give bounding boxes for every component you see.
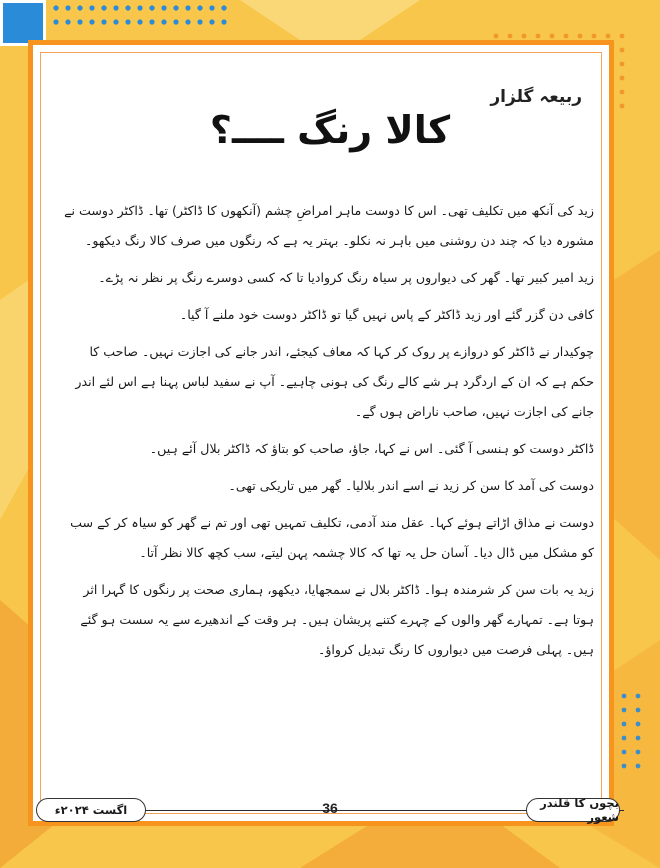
author-name: ربیعہ گلزار [490,87,582,107]
story-body [64,196,594,672]
dot-pattern-top [52,4,232,36]
story-paragraph: دوست نے مذاق اڑاتے ہوئے کہا۔ عقل مند آدمی، تکلیف تمہیں تھی اور تم نے گھر کو سیاہ کر کے سب کو مشکل میں ڈال دیا۔ آسان حل یہ تھا کہ کالا چشمہ پہن لیتے، سب کچھ کالا نظر آتا۔ [70,515,594,560]
story-title: کالا رنگ ــــ؟ [209,108,451,152]
story-paragraph: ڈاکٹر دوست کو ہنسی آ گئی۔ اس نے کہا، جاؤ، صاحب کو بتاؤ کہ ڈاکٹر بلال آئے ہیں۔ [149,441,594,456]
story-paragraph: زید امیر کبیر تھا۔ گھر کی دیواروں پر سیاہ رنگ کروادیا تا کہ کسی دوسرے رنگ پر نظر نہ پڑے۔ [98,270,594,285]
story-paragraph: کافی دن گزر گئے اور زید ڈاکٹر کے پاس نہیں گیا تو ڈاکٹر دوست خود ملنے آ گیا۔ [179,307,594,322]
story-paragraph: زید یہ بات سن کر شرمندہ ہوا۔ ڈاکٹر بلال نے سمجھایا، دیکھو، ہماری صحت پر رنگوں کا گہرا اثر ہوتا ہے۔ تمہارے گھر والوں کے چہرے کتنے پریشان ہیں۔ ہر وقت کے اندھیرے سے یہ سست ہو گئے ہیں۔ پہلی فرصت میں دیواروں کا رنگ تبدیل کرواؤ۔ [80,582,594,657]
story-paragraph: چوکیدار نے ڈاکٹر کو دروازے پر روک کر کہا کہ معاف کیجئے، اندر جانے کی اجازت نہیں۔ صاحب کا حکم ہے کہ ان کے اردگرد ہر شے کالے رنگ کی ہونی چاہیے۔ آپ نے سفید لباس پہنا ہے اس لئے اندر جانے کی اجازت نہیں، صاحب ناراض ہوں گے۔ [75,344,594,419]
page-number: 36 [322,800,338,816]
issue-date-badge: اگست ۲۰۲۴ء [36,798,146,822]
magazine-name-badge: بچوں کا قلندر شعور [526,798,620,822]
story-paragraph: زید کی آنکھ میں تکلیف تھی۔ اس کا دوست ماہر امراضِ چشم (آنکھوں کا ڈاکٹر) تھا۔ ڈاکٹر دوست نے مشورہ دیا کہ چند دن روشنی میں باہر نہ نکلو۔ بہتر یہ ہے کہ رنگوں میں صرف کالا رنگ دیکھو۔ [64,203,594,248]
story-paragraph: دوست کی آمد کا سن کر زید نے اسے اندر بلالیا۔ گھر میں تاریکی تھی۔ [228,478,594,493]
